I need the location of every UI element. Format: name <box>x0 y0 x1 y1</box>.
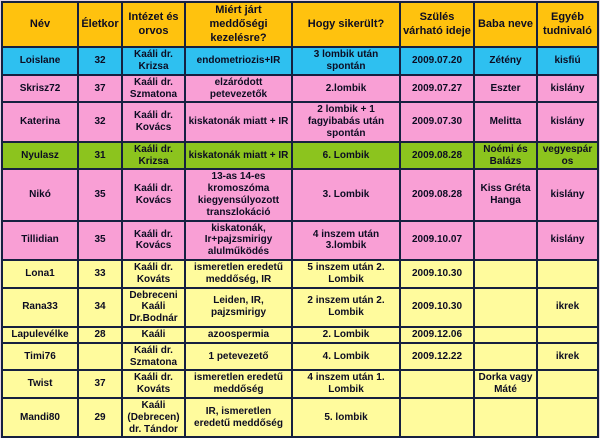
cell-clinic: Kaáli dr. Krizsa <box>122 142 185 170</box>
cell-due: 2009.10.07 <box>400 221 474 260</box>
cell-name: Twist <box>2 370 78 398</box>
cell-result: 6. Lombik <box>292 142 400 170</box>
cell-clinic: Kaáli dr. Krizsa <box>122 47 185 75</box>
column-header-due: Szülés várható ideje <box>400 2 474 47</box>
column-header-reason: Miért járt meddőségi kezelésre? <box>185 2 292 47</box>
cell-name: Katerina <box>2 102 78 141</box>
cell-name: Skrisz72 <box>2 75 78 103</box>
cell-age: 31 <box>78 142 122 170</box>
cell-name: Lapulevélke <box>2 327 78 343</box>
cell-age: 32 <box>78 47 122 75</box>
cell-baby: Dorka vagy Máté <box>474 370 537 398</box>
cell-name: Loislane <box>2 47 78 75</box>
table-row <box>2 169 598 220</box>
table-row <box>2 142 598 170</box>
cell-baby <box>474 221 537 260</box>
cell-baby <box>474 327 537 343</box>
table-row <box>2 75 598 103</box>
cell-clinic: Kaáli dr. Kovács <box>122 169 185 220</box>
cell-result: 2. Lombik <box>292 327 400 343</box>
cell-note <box>537 327 598 343</box>
cell-due <box>400 370 474 398</box>
cell-note: kislány <box>537 102 598 141</box>
cell-note: vegyespáros <box>537 142 598 170</box>
cell-due: 2009.08.28 <box>400 169 474 220</box>
cell-baby: Melitta <box>474 102 537 141</box>
table-header-row <box>2 2 598 47</box>
table-row <box>2 288 598 327</box>
cell-note <box>537 260 598 288</box>
cell-result: 3 lombik után spontán <box>292 47 400 75</box>
cell-age: 37 <box>78 370 122 398</box>
cell-clinic: Kaáli dr. Kovács <box>122 102 185 141</box>
cell-reason: ismeretlen eredetű meddőség <box>185 370 292 398</box>
cell-baby: Eszter <box>474 75 537 103</box>
cell-reason: 13-as 14-es kromoszóma kiegyensúlyozott transzlokáció <box>185 169 292 220</box>
cell-baby <box>474 343 537 371</box>
cell-reason: kiskatonák miatt + IR <box>185 142 292 170</box>
cell-result: 4. Lombik <box>292 343 400 371</box>
cell-baby: Kiss Gréta Hanga <box>474 169 537 220</box>
cell-name: Rana33 <box>2 288 78 327</box>
cell-result: 3. Lombik <box>292 169 400 220</box>
cell-baby: Zétény <box>474 47 537 75</box>
cell-due: 2009.07.20 <box>400 47 474 75</box>
cell-note <box>537 370 598 398</box>
cell-result: 4 inszem után 3.lombik <box>292 221 400 260</box>
cell-baby: Noémi és Balázs <box>474 142 537 170</box>
cell-age <box>78 343 122 371</box>
cell-reason: ismeretlen eredetű meddőség, IR <box>185 260 292 288</box>
cell-due: 2009.12.06 <box>400 327 474 343</box>
cell-age: 35 <box>78 221 122 260</box>
cell-result: 2 inszem után 2. Lombik <box>292 288 400 327</box>
fertility-results-table <box>1 1 599 438</box>
cell-reason: kiskatonák, Ir+pajzsmirigy alulműködés <box>185 221 292 260</box>
cell-due: 2009.08.28 <box>400 142 474 170</box>
cell-age: 37 <box>78 75 122 103</box>
cell-note: ikrek <box>537 288 598 327</box>
cell-clinic: Kaáli (Debrecen) dr. Tándor <box>122 398 185 437</box>
cell-note: kislány <box>537 221 598 260</box>
table-row <box>2 102 598 141</box>
cell-reason: Leiden, IR, pajzsmirigy <box>185 288 292 327</box>
cell-result: 5. lombik <box>292 398 400 437</box>
cell-due <box>400 398 474 437</box>
cell-note: kislány <box>537 169 598 220</box>
cell-reason: azoospermia <box>185 327 292 343</box>
cell-due: 2009.12.22 <box>400 343 474 371</box>
cell-baby <box>474 260 537 288</box>
cell-reason: 1 petevezető <box>185 343 292 371</box>
cell-name: Nyulasz <box>2 142 78 170</box>
cell-result: 4 inszem után 1. Lombik <box>292 370 400 398</box>
cell-name: Nikó <box>2 169 78 220</box>
table-row <box>2 221 598 260</box>
cell-result: 2.lombik <box>292 75 400 103</box>
cell-reason: elzáródott petevezetők <box>185 75 292 103</box>
table-row <box>2 327 598 343</box>
cell-clinic: Debreceni Kaáli Dr.Bodnár <box>122 288 185 327</box>
cell-baby <box>474 398 537 437</box>
table-row <box>2 398 598 437</box>
cell-clinic: Kaáli <box>122 327 185 343</box>
cell-age: 33 <box>78 260 122 288</box>
cell-reason: kiskatonák miatt + IR <box>185 102 292 141</box>
cell-clinic: Kaáli dr. Kovács <box>122 221 185 260</box>
table-row <box>2 370 598 398</box>
column-header-clinic: Intézet és orvos <box>122 2 185 47</box>
cell-baby <box>474 288 537 327</box>
cell-due: 2009.10.30 <box>400 260 474 288</box>
cell-age: 35 <box>78 169 122 220</box>
cell-due: 2009.10.30 <box>400 288 474 327</box>
cell-age: 32 <box>78 102 122 141</box>
cell-result: 2 lombik + 1 fagyibabás után spontán <box>292 102 400 141</box>
cell-name: Timi76 <box>2 343 78 371</box>
cell-name: Tillidian <box>2 221 78 260</box>
cell-due: 2009.07.30 <box>400 102 474 141</box>
cell-name: Mandi80 <box>2 398 78 437</box>
cell-name: Lona1 <box>2 260 78 288</box>
cell-age: 28 <box>78 327 122 343</box>
cell-age: 34 <box>78 288 122 327</box>
cell-note: kislány <box>537 75 598 103</box>
cell-result: 5 inszem után 2. Lombik <box>292 260 400 288</box>
cell-clinic: Kaáli dr. Kováts <box>122 260 185 288</box>
table-row <box>2 260 598 288</box>
cell-reason: endometriozis+IR <box>185 47 292 75</box>
table-row <box>2 47 598 75</box>
cell-clinic: Kaáli dr. Szmatona <box>122 75 185 103</box>
column-header-age: Életkor <box>78 2 122 47</box>
column-header-baby: Baba neve <box>474 2 537 47</box>
cell-due: 2009.07.27 <box>400 75 474 103</box>
cell-clinic: Kaáli dr. Kováts <box>122 370 185 398</box>
column-header-result: Hogy sikerült? <box>292 2 400 47</box>
table-row <box>2 343 598 371</box>
cell-note: ikrek <box>537 343 598 371</box>
cell-note: kisfiú <box>537 47 598 75</box>
cell-clinic: Kaáli dr. Szmatona <box>122 343 185 371</box>
cell-note <box>537 398 598 437</box>
cell-reason: IR, ismeretlen eredetű meddőség <box>185 398 292 437</box>
cell-age: 29 <box>78 398 122 437</box>
column-header-note: Egyéb tudnivaló <box>537 2 598 47</box>
column-header-name: Név <box>2 2 78 47</box>
